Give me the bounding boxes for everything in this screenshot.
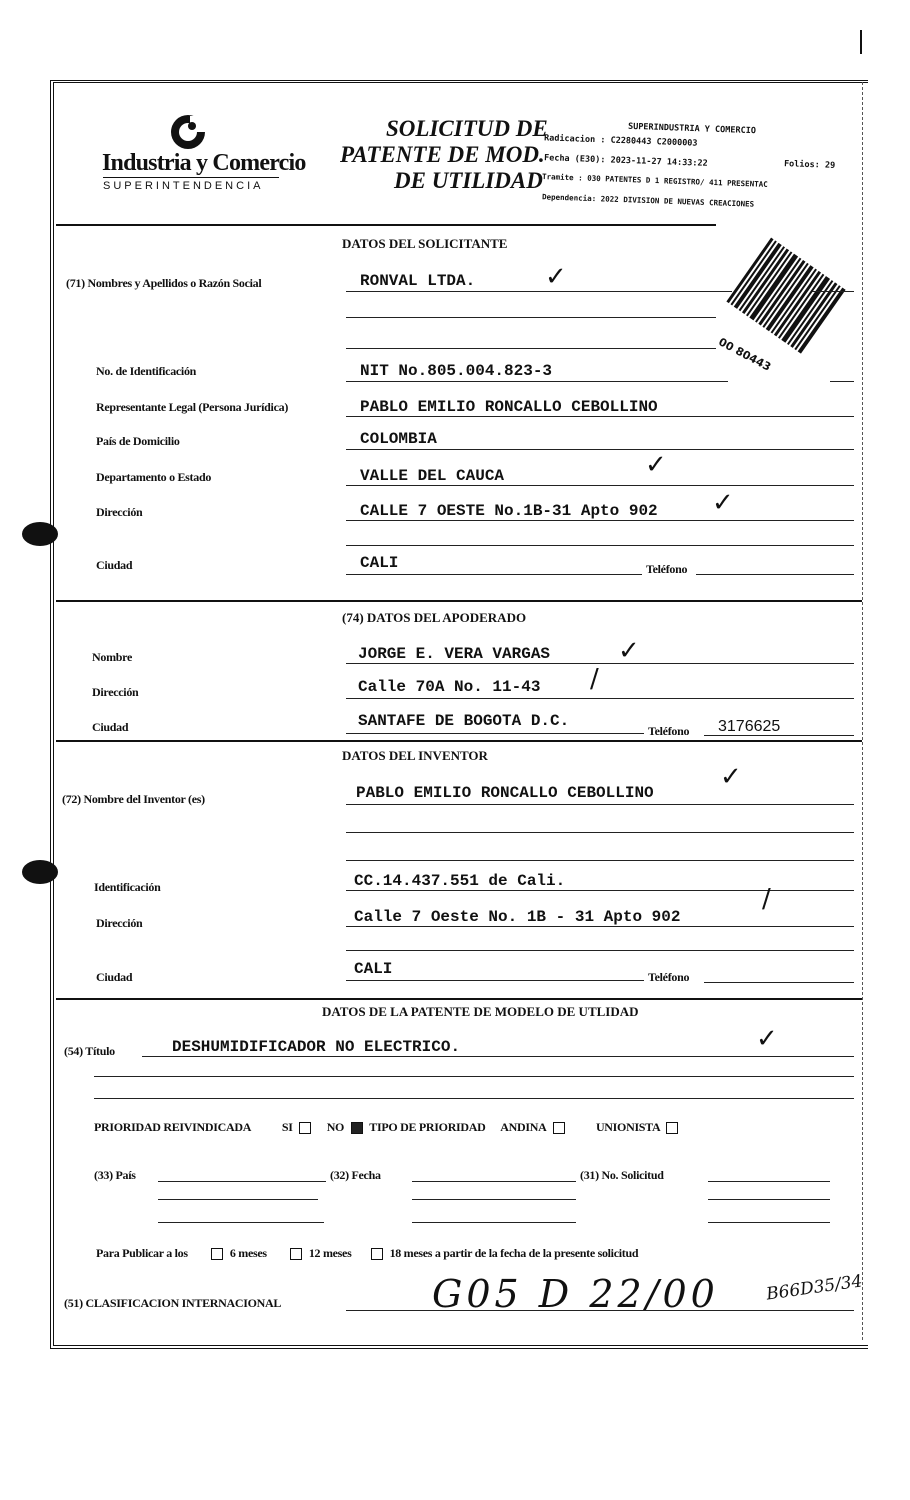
inventor-dir-line (346, 926, 854, 927)
inventor-id-label: Identificación (94, 880, 161, 894)
prioridad-solicitud-line2 (708, 1199, 830, 1200)
inventor-heading: DATOS DEL INVENTOR (342, 748, 488, 763)
checkmark-icon: ✓ (618, 636, 640, 666)
18-meses-checkbox[interactable] (371, 1248, 383, 1260)
6-meses-checkbox[interactable] (211, 1248, 223, 1260)
prioridad-fecha-line3 (412, 1222, 576, 1223)
12-meses-label: 12 meses (308, 1246, 352, 1260)
inventor-nombre-value: PABLO EMILIO RONCALLO CEBOLLINO (356, 784, 654, 802)
solicitante-dir-label: Dirección (96, 505, 143, 519)
solicitante-nombre-line (346, 291, 732, 292)
solicitante-right-line (812, 291, 854, 292)
publicar-row (96, 1246, 638, 1261)
inventor-id-line (346, 890, 854, 891)
no-label: NO (326, 1120, 345, 1134)
solicitante-depto-value: VALLE DEL CAUCA (360, 467, 505, 485)
inventor-nombre-label: (72) Nombre del Inventor (es) (62, 792, 205, 806)
apoderado-nombre-value: JORGE E. VERA VARGAS (358, 645, 551, 663)
si-checkbox[interactable] (299, 1122, 311, 1134)
solicitante-dir-value: CALLE 7 OESTE No.1B-31 Apto 902 (360, 502, 658, 520)
prioridad-pais-line (158, 1181, 326, 1182)
apoderado-dir-label: Dirección (92, 685, 139, 699)
solicitante-id-label: No. de Identificación (96, 364, 197, 378)
no-checkbox[interactable] (351, 1122, 363, 1134)
solicitante-ciudad-value: CALI (360, 554, 399, 572)
18-meses-label: 18 meses a partir de la fecha de la presente solicitud (389, 1246, 639, 1260)
form-title-line1: SOLICITUD DE (386, 116, 548, 141)
apoderado-tel-line (704, 735, 854, 736)
apoderado-nombre-label: Nombre (92, 650, 132, 664)
apoderado-dir-value: Calle 70A No. 11-43 (358, 678, 541, 696)
checkmark-icon: ✓ (756, 1024, 778, 1054)
inventor-tel-label: Teléfono (648, 970, 690, 984)
section-divider-inventor (56, 740, 862, 742)
patente-titulo-line2 (94, 1076, 854, 1077)
inventor-nombre-line3 (346, 860, 854, 861)
apoderado-tel-label: Teléfono (648, 724, 690, 738)
solicitante-rep-line (346, 416, 854, 417)
solicitante-nombre-label: (71) Nombres y Apellidos o Razón Social (66, 276, 262, 290)
inventor-nombre-line (346, 804, 854, 805)
prioridad-pais-line3 (158, 1222, 324, 1223)
inventor-id-value: CC.14.437.551 de Cali. (354, 872, 566, 890)
clasificacion-line (346, 1310, 854, 1311)
brand-underline (103, 177, 279, 178)
publicar-label: Para Publicar a los (96, 1246, 188, 1260)
solicitante-depto-line (346, 485, 854, 486)
prioridad-row (94, 1120, 682, 1135)
patente-titulo-line3 (94, 1098, 854, 1099)
prioridad-fecha-line (412, 1181, 576, 1182)
andina-label: ANDINA (500, 1120, 546, 1134)
section-divider-apoderado (56, 600, 862, 602)
solicitante-tel-line (696, 574, 854, 575)
brand-name: Industria y Comercio (102, 150, 306, 176)
solicitante-nombre-value: RONVAL LTDA. (360, 272, 476, 290)
solicitante-nombre-line3 (346, 348, 716, 349)
solicitante-rep-label: Representante Legal (Persona Jurídica) (96, 400, 289, 414)
hole-punch-mark (22, 860, 58, 884)
solicitante-id-value: NIT No.805.004.823-3 (360, 362, 553, 380)
apoderado-nombre-line (346, 663, 854, 664)
stamp-fecha: Fecha (E30): 2023-11-27 14:33:22 (543, 153, 708, 169)
solicitante-dir-line2 (346, 545, 854, 546)
stamp-folios: Folios: 29 (783, 159, 836, 171)
stamp-tramite: Tramite : 030 PATENTES D 1 REGISTRO/ 411 PRESENTAC (541, 172, 768, 189)
solicitante-pais-line (346, 449, 854, 450)
solicitante-pais-label: País de Domicilio (96, 434, 180, 448)
inventor-ciudad-label: Ciudad (96, 970, 133, 984)
stamp-radicacion: Radicacion : C2280443 C2000003 (543, 133, 698, 149)
clasificacion-label: (51) CLASIFICACION INTERNACIONAL (64, 1296, 282, 1310)
sic-logo-icon (168, 112, 208, 152)
inventor-tel-line (704, 982, 854, 983)
inventor-dir-label: Dirección (96, 916, 143, 930)
prioridad-solicitud-line3 (708, 1222, 830, 1223)
inventor-dir-value: Calle 7 Oeste No. 1B - 31 Apto 902 (354, 908, 681, 926)
patente-titulo-label: (54) Título (64, 1044, 115, 1058)
solicitante-id-line-right (830, 381, 854, 382)
solicitante-ciudad-line (346, 574, 642, 575)
solicitante-dir-line (346, 520, 854, 521)
section-divider-patente (56, 998, 862, 1000)
form-title-line3: DE UTILIDAD (394, 168, 543, 193)
prioridad-fecha-line2 (412, 1199, 576, 1200)
patente-titulo-value: DESHUMIDIFICADOR NO ELECTRICO. (172, 1038, 461, 1056)
prioridad-pais-label: (33) País (94, 1168, 136, 1182)
hole-punch-mark (22, 522, 58, 546)
form-title-line2: PATENTE DE MOD. (340, 142, 545, 167)
patente-titulo-line (142, 1056, 854, 1057)
12-meses-checkbox[interactable] (290, 1248, 302, 1260)
clasificacion-note: B66D35/34 (765, 1271, 864, 1305)
inventor-nombre-line2 (346, 832, 854, 833)
unionista-label: UNIONISTA (595, 1120, 660, 1134)
solicitante-ciudad-label: Ciudad (96, 558, 133, 572)
apoderado-tel-value: 3176625 (718, 718, 781, 735)
solicitante-rep-value: PABLO EMILIO RONCALLO CEBOLLINO (360, 398, 658, 416)
apoderado-ciudad-value: SANTAFE DE BOGOTA D.C. (358, 712, 570, 730)
prioridad-solicitud-label: (31) No. Solicitud (580, 1168, 664, 1182)
solicitante-depto-label: Departamento o Estado (96, 470, 212, 484)
prioridad-fecha-label: (32) Fecha (330, 1168, 381, 1182)
checkmark-icon: ✓ (712, 488, 734, 518)
apoderado-ciudad-line (346, 733, 644, 734)
scan-mark (860, 30, 862, 54)
solicitante-pais-value: COLOMBIA (360, 430, 437, 448)
apoderado-ciudad-label: Ciudad (92, 720, 129, 734)
solicitante-nombre-line2 (346, 317, 716, 318)
barcode-number: 00 80443 (716, 335, 774, 374)
apoderado-dir-line (346, 698, 854, 699)
stamp-org: SUPERINDUSTRIA Y COMERCIO (627, 121, 757, 137)
header-divider (56, 224, 716, 226)
unionista-checkbox[interactable] (666, 1122, 678, 1134)
checkmark-icon: ✓ (645, 450, 667, 480)
prioridad-label: PRIORIDAD REIVINDICADA (94, 1120, 251, 1134)
inventor-dir-line2 (346, 950, 854, 951)
clasificacion-value: G05 D 22/00 (432, 1272, 719, 1316)
prioridad-pais-line2 (158, 1199, 318, 1200)
solicitante-heading: DATOS DEL SOLICITANTE (342, 236, 508, 251)
inventor-ciudad-line (346, 980, 644, 981)
checkmark-icon: ✓ (545, 262, 567, 292)
andina-checkbox[interactable] (553, 1122, 565, 1134)
solicitante-id-line (346, 381, 728, 382)
solicitante-tel-label: Teléfono (646, 562, 688, 576)
6-meses-label: 6 meses (229, 1246, 267, 1260)
tipo-prioridad-label: TIPO DE PRIORIDAD (369, 1120, 486, 1134)
checkmark-icon: ∕ (590, 664, 599, 694)
prioridad-solicitud-line (708, 1181, 830, 1182)
inventor-ciudad-value: CALI (354, 960, 393, 978)
apoderado-heading: (74) DATOS DEL APODERADO (342, 610, 527, 625)
checkmark-icon: ∕ (762, 884, 771, 914)
brand-sub: SUPERINTENDENCIA (103, 180, 264, 192)
form-frame-right-edge (862, 82, 863, 1340)
stamp-dependencia: Dependencia: 2022 DIVISION DE NUEVAS CREACIONES (541, 192, 755, 209)
patente-heading: DATOS DE LA PATENTE DE MODELO DE UTLIDAD (322, 1004, 639, 1019)
checkmark-icon: ✓ (720, 762, 742, 792)
si-label: SI (281, 1120, 293, 1134)
